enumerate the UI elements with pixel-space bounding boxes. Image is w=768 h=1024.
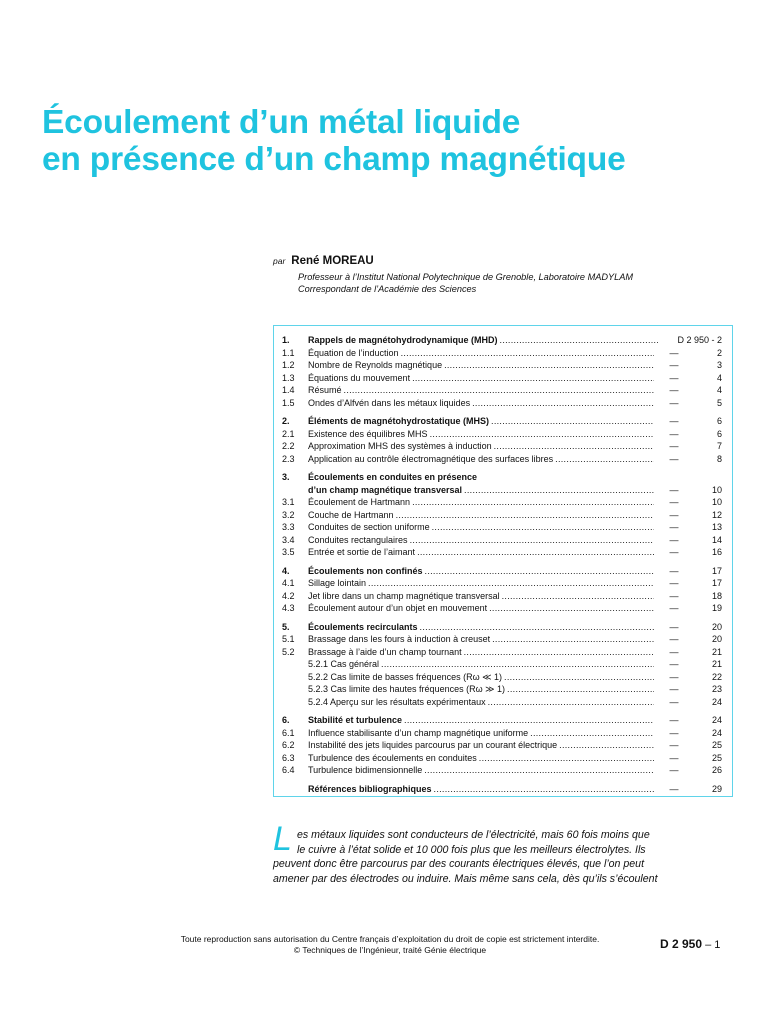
toc-entry [282,471,722,484]
toc-entry-page: 17 [711,565,722,576]
doc-page-number: – 1 [702,939,721,951]
toc-leader-dots [404,714,654,727]
toc-entry-dash: — [669,659,679,669]
toc-entry [282,372,722,385]
toc-entry [282,577,722,590]
toc-leader-dots [488,696,654,709]
toc-entry-page: 20 [711,634,722,644]
toc-entry [282,727,722,740]
toc-entry-title: Influence stabilisante d’un champ magnétique uniforme [308,727,529,738]
toc-entry-page: 18 [711,590,722,601]
toc-leader-dots [368,577,654,590]
toc-entry [282,683,722,696]
toc-entry-dash: — [669,634,679,644]
toc-entry-page: 4 [716,372,722,383]
toc-leader-dots [464,484,654,497]
toc-entry [282,347,722,360]
copyright-line-1: Toute reproduction sans autorisation du Centre français d’exploitation du droit de copie est strictement interdite. [180,934,600,944]
toc-entry-dash: — [669,522,679,532]
toc-entry-dash: — [669,684,679,694]
toc-entry-number: 3. [282,472,290,482]
toc-entry-page: 23 [711,684,722,694]
toc-leader-dots [555,453,654,466]
toc-entry-dash: — [669,783,679,794]
intro-paragraph [273,828,733,886]
toc-entry-number: 5.1 [282,634,295,644]
toc-entry-title: Sillage lointain [308,578,367,588]
toc-entry-title: Rappels de magnétohydrodynamique (MHD) [308,335,498,345]
toc-leader-dots [502,590,654,603]
toc-entry-title: Éléments de magnétohydrostatique (MHS) [308,416,490,426]
toc-leader-dots [464,646,654,659]
toc-entry-number: 3.1 [282,497,295,507]
toc-entry-dash: — [669,621,679,632]
toc-entry [282,534,722,547]
toc-leader-dots [444,359,654,372]
affiliation-line-1: Professeur à l’Institut National Polytechnique de Grenoble, Laboratoire MADYLAM [298,272,634,282]
toc-leader-dots [412,372,654,385]
toc-leader-dots [472,397,654,410]
toc-leader-dots [344,384,654,397]
toc-entry-title: Brassage à l’aide d’un champ tournant [308,646,462,657]
toc-entry-number: 1.5 [282,397,295,408]
toc-entry-dash: — [669,385,679,395]
toc-entry-title: 5.2.2 Cas limite de basses fréquences (Rω ≪ 1) [308,671,503,682]
toc-entry-title: Équations du mouvement [308,372,411,383]
toc-entry-page: 22 [711,671,722,682]
toc-leader-dots [559,739,654,752]
toc-entry-number: 6. [282,715,290,725]
toc-entry-number: 2.1 [282,428,295,439]
toc-entry-dash: — [669,497,679,507]
toc-entry [282,565,722,578]
toc-entry-page: 2 [716,347,722,358]
toc-entry-number: 6.3 [282,752,295,763]
toc-entry-page: 4 [716,385,722,395]
toc-entry-title: Couche de Hartmann [308,509,394,520]
toc-entry-number: 6.1 [282,727,295,738]
toc-entry-title: Équation de l’induction [308,347,399,358]
copyright-line-2: © Techniques de l’Ingénieur, traité Génie électrique [293,944,487,955]
toc-entry-title: Turbulence des écoulements en conduites [308,752,477,763]
toc-leader-dots [412,496,654,509]
toc-entry-number: 2.2 [282,441,295,451]
toc-entry-title: Stabilité et turbulence [308,715,403,725]
toc-entry [282,453,722,466]
toc-entry-page: 12 [711,509,722,520]
toc-entry-number: 4.3 [282,603,295,613]
title-line-2: en présence d’un champ magnétique [42,141,626,178]
toc-entry-page: 6 [716,416,722,426]
toc-entry [282,428,722,441]
toc-entry-page: 5 [716,397,722,408]
toc-entry-page: 10 [711,484,722,495]
toc-entry-title: 5.2.1 Cas général [308,659,380,669]
toc-entry-page: 26 [711,765,722,775]
toc-entry-page: 6 [716,428,722,439]
toc-entry-page: 24 [711,727,722,738]
toc-entry-dash: — [669,727,679,738]
toc-entry-page: 8 [716,453,722,464]
toc-entry-dash: — [669,453,679,464]
toc-entry-title: Nombre de Reynolds magnétique [308,360,443,370]
toc-leader-dots [494,440,654,453]
toc-entry [282,384,722,397]
toc-entry-dash: — [669,428,679,439]
toc-entry-title: Conduites rectangulaires [308,534,408,545]
toc-leader-dots [434,783,654,796]
toc-leader-dots [417,546,654,559]
toc-entry-title: Turbulence bidimensionnelle [308,765,423,775]
intro-line-1: es métaux liquides sont conducteurs de l’électricité, mais 60 fois moins que [297,829,650,841]
toc-entry-number: 3.5 [282,547,295,557]
toc-leader-dots [420,621,654,634]
drop-cap: L [273,820,292,858]
toc-entry [282,359,722,372]
toc-entry-page: 10 [711,497,722,507]
toc-entry-page: 3 [716,360,722,370]
toc-entry-title: Instabilité des jets liquides parcourus par un courant électrique [308,740,558,750]
toc-entry-dash: — [669,752,679,763]
copyright-notice [150,934,630,955]
toc-entry-dash: — [669,646,679,657]
toc-leader-dots [491,415,654,428]
toc-entry [282,646,722,659]
author-prefix: par [273,256,286,266]
toc-entry [282,415,722,428]
toc-entry-title: Ondes d’Alfvén dans les métaux liquides [308,397,471,408]
toc-entry-dash: — [669,565,679,576]
toc-entry-number: 5.2 [282,646,295,657]
toc-entry-page: 24 [711,715,722,725]
toc-entry [282,440,722,453]
toc-entry-title: Brassage dans les fours à induction à creuset [308,634,491,644]
toc-entry [282,764,722,777]
toc-entry-page: D 2 950 - 2 [677,335,722,345]
toc-entry [282,658,722,671]
toc-entry [282,334,722,347]
toc-entry-dash: — [669,603,679,613]
toc-entry-title: Conduites de section uniforme [308,522,430,532]
toc-entry-number: 5. [282,621,290,632]
toc-entry-page: 25 [711,752,722,763]
toc-entry-number: 1.2 [282,360,295,370]
toc-entry-title: Résumé [308,385,342,395]
intro-line-4: amener par des électrodes ou induire. Mais même sans cela, dès qu’ils s’écoulent [273,872,658,885]
toc-entry [282,602,722,615]
toc-entry-page: 25 [711,740,722,750]
toc-entry-dash: — [669,509,679,520]
toc-entry-dash: — [669,765,679,775]
author-line [273,255,374,268]
toc-entry [282,484,722,497]
toc-leader-dots [500,334,658,347]
toc-entry-title: Références bibliographiques [308,783,432,794]
toc-leader-dots [432,521,654,534]
toc-leader-dots [507,683,654,696]
toc-entry-title: Écoulements en conduites en présence [308,472,478,482]
toc-leader-dots [504,671,654,684]
toc-entry-title: Jet libre dans un champ magnétique transversal [308,590,500,601]
toc-entry-number: 4.2 [282,590,295,601]
toc-entry-title: Entrée et sortie de l’aimant [308,547,416,557]
toc-leader-dots [424,764,654,777]
toc-entry-title: Écoulements non confinés [308,565,423,576]
toc-entry-dash: — [669,372,679,383]
toc-entry [282,521,722,534]
toc-leader-dots [479,752,654,765]
toc-entry-number: 3.4 [282,534,295,545]
toc-entry-title: 5.2.4 Aperçu sur les résultats expérimentaux [308,696,486,707]
toc-entry-number: 2.3 [282,453,295,464]
toc-entry-page: 17 [711,578,722,588]
toc-entry-title: Écoulements recirculants [308,621,418,632]
toc-entry-number: 4. [282,565,290,576]
affiliation-line-2: Correspondant de l’Académie des Sciences [298,284,477,294]
toc-entry-dash: — [669,696,679,707]
toc-entry-title: d’un champ magnétique transversal [308,484,463,495]
intro-line-2: le cuivre à l’état solide et 10 000 fois plus que les meilleurs électrolytes. Ils [297,843,646,856]
toc-entry [282,496,722,509]
toc-entry-dash: — [669,347,679,358]
toc-entry [282,590,722,603]
toc-entry [282,714,722,727]
toc-leader-dots [381,658,654,671]
toc-entry [282,633,722,646]
toc-leader-dots [425,565,654,578]
toc-entry-number: 1.4 [282,385,295,395]
page-title [42,104,626,178]
toc-entry-page: 13 [711,522,722,532]
toc-entry-title: Approximation MHS des systèmes à induction [308,441,492,451]
toc-entry [282,752,722,765]
toc-entry-number: 3.3 [282,522,295,532]
toc-entry [282,696,722,709]
toc-entry-number: 4.1 [282,578,295,588]
toc-entry-number: 1.3 [282,372,295,383]
toc-entry-page: 14 [711,534,722,545]
toc-entry-page: 21 [711,646,722,657]
toc-entry-dash: — [669,740,679,750]
toc-leader-dots [489,602,654,615]
toc-entry [282,546,722,559]
toc-leader-dots [530,727,654,740]
toc-entry-title: 5.2.3 Cas limite des hautes fréquences (Rω ≫ 1) [308,684,506,694]
toc-entry-dash: — [669,578,679,588]
toc-entry-dash: — [669,360,679,370]
toc-entry-dash: — [669,671,679,682]
toc-entry-dash: — [669,534,679,545]
toc-entry-page: 19 [711,603,722,613]
toc-entry [282,671,722,684]
toc-entry-number: 6.4 [282,765,295,775]
toc-entry-page: 20 [711,621,722,632]
toc-entry-page: 29 [711,783,722,794]
toc-leader-dots [410,534,654,547]
toc-leader-dots [430,428,654,441]
intro-line-3: peuvent donc être parcourus par des courants électriques élevés, que l’on peut [273,858,645,870]
toc-leader-dots [492,633,654,646]
doc-ref-code: D 2 950 [660,937,703,951]
toc-entry-page: 21 [711,659,722,669]
toc-entry-number: 1. [282,335,290,345]
toc-entry-number: 6.2 [282,740,295,750]
document-reference [660,937,720,951]
toc-entry-dash: — [669,590,679,601]
toc-entry-dash: — [669,441,679,451]
toc-entry [282,397,722,410]
table-of-contents [273,325,733,797]
toc-entry [282,783,722,796]
toc-entry [282,739,722,752]
title-line-1: Écoulement d’un métal liquide [42,104,521,141]
toc-leader-dots [401,347,654,360]
toc-entry-number: 2. [282,416,290,426]
toc-entry-page: 7 [716,441,722,451]
toc-entry-dash: — [669,715,679,725]
toc-entry [282,509,722,522]
toc-entry-dash: — [669,547,679,557]
toc-entry-title: Existence des équilibres MHS [308,428,428,439]
toc-entry-page: 24 [711,696,722,707]
toc-entry-title: Écoulement autour d’un objet en mouvement [308,603,488,613]
toc-entry-title: Application au contrôle électromagnétique des surfaces libres [308,453,554,464]
toc-entry [282,621,722,634]
toc-entry-title: Écoulement de Hartmann [308,497,411,507]
toc-entry-number: 1.1 [282,347,295,358]
toc-entry-dash: — [669,484,679,495]
author-affiliation [298,271,633,295]
toc-entry-dash: — [669,397,679,408]
toc-entry-page: 16 [711,547,722,557]
toc-leader-dots [396,509,654,522]
toc-entry-number: 3.2 [282,509,295,520]
author-name: René MOREAU [291,255,374,267]
toc-entry-dash: — [669,416,679,426]
